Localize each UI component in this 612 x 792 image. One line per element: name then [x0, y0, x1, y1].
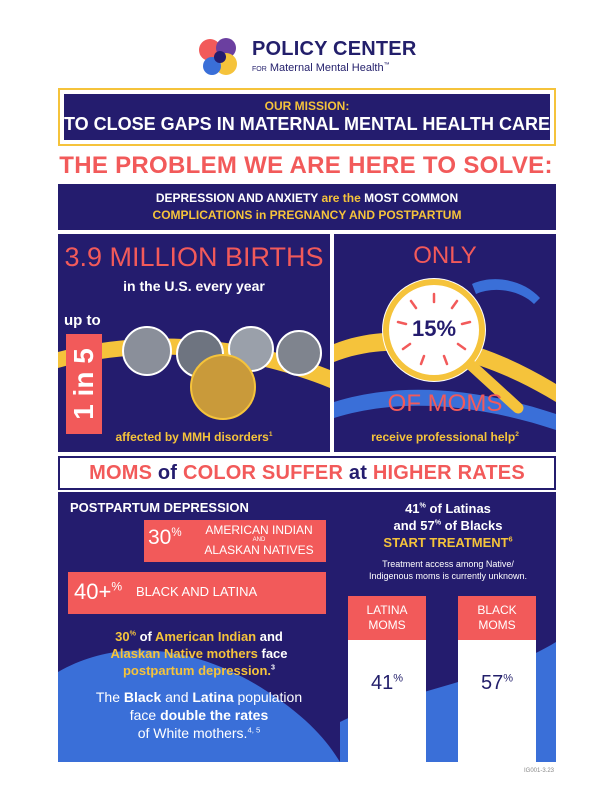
moms-of-color-banner: MOMS of COLOR SUFFER at HIGHER RATES: [58, 456, 556, 490]
births-title: 3.9 MILLION BIRTHS: [64, 242, 324, 272]
latina-column: [348, 640, 426, 762]
postpartum-heading: POSTPARTUM DEPRESSION: [70, 500, 249, 515]
black-column: [458, 640, 536, 762]
postpartum-panel: [58, 492, 340, 762]
mission-banner: [64, 94, 550, 140]
problem-title: THE PROBLEM WE ARE HERE TO SOLVE:: [59, 152, 553, 179]
latina-value: 41%: [370, 672, 404, 694]
mom-photo-1: [122, 326, 172, 376]
logo-title: POLICY CENTER: [252, 38, 417, 60]
mission-label: OUR MISSION:: [264, 99, 350, 113]
births-subtitle: in the U.S. every year: [123, 278, 265, 294]
double-rate-text: The Black and Latina population face double the rates of White mothers.$^{4, 5}$: [95, 689, 303, 741]
depression-banner: DEPRESSION AND ANXIETY are the MOST COMMON COMPLICATIONS in PREGNANCY AND POSTPARTUM: [58, 184, 556, 230]
black-latina-rate-box: 40+% BLACK AND LATINA: [68, 572, 326, 614]
black-column-header: BLACK MOMS: [458, 596, 536, 640]
mom-photo-4: [276, 330, 322, 376]
of-moms-label: OF MOMS: [387, 390, 503, 417]
access-note: Treatment access among Native/ Indigenous moms is currently unknown.: [368, 559, 528, 581]
births-panel: [58, 234, 330, 452]
logo-mark-icon: [196, 34, 242, 80]
receive-text: receive professional help$^2$: [371, 430, 519, 444]
black-value: 57%: [480, 672, 514, 694]
mission-text: TO CLOSE GAPS IN MATERNAL MENTAL HEALTH CARE: [64, 114, 551, 134]
native-stat-text: 30% of American Indian and Alaskan Native mothers face postpartum depression.$^3$: [110, 629, 288, 678]
logo-subtitle: FOR Maternal Mental Health™: [252, 62, 390, 74]
affected-text: affected by MMH disorders$^1$: [115, 430, 273, 444]
help-percent: 15%: [411, 316, 457, 341]
native-rate-box: 30% AMERICAN INDIAN AND ALASKAN NATIVES: [144, 520, 326, 562]
latina-column-header: LATINA MOMS: [348, 596, 426, 640]
treatment-panel: [340, 492, 556, 762]
mom-photo-5: [190, 354, 256, 420]
up-to-label: up to: [64, 312, 101, 329]
help-panel: [334, 234, 556, 452]
treatment-heading: 41% of Latinas and 57% of Blacks START TREATMENT$^6$: [383, 501, 513, 550]
document-code: IG001-3.23: [524, 768, 555, 774]
ratio-box: 1 in 5: [66, 334, 102, 434]
only-label: ONLY: [413, 242, 477, 269]
